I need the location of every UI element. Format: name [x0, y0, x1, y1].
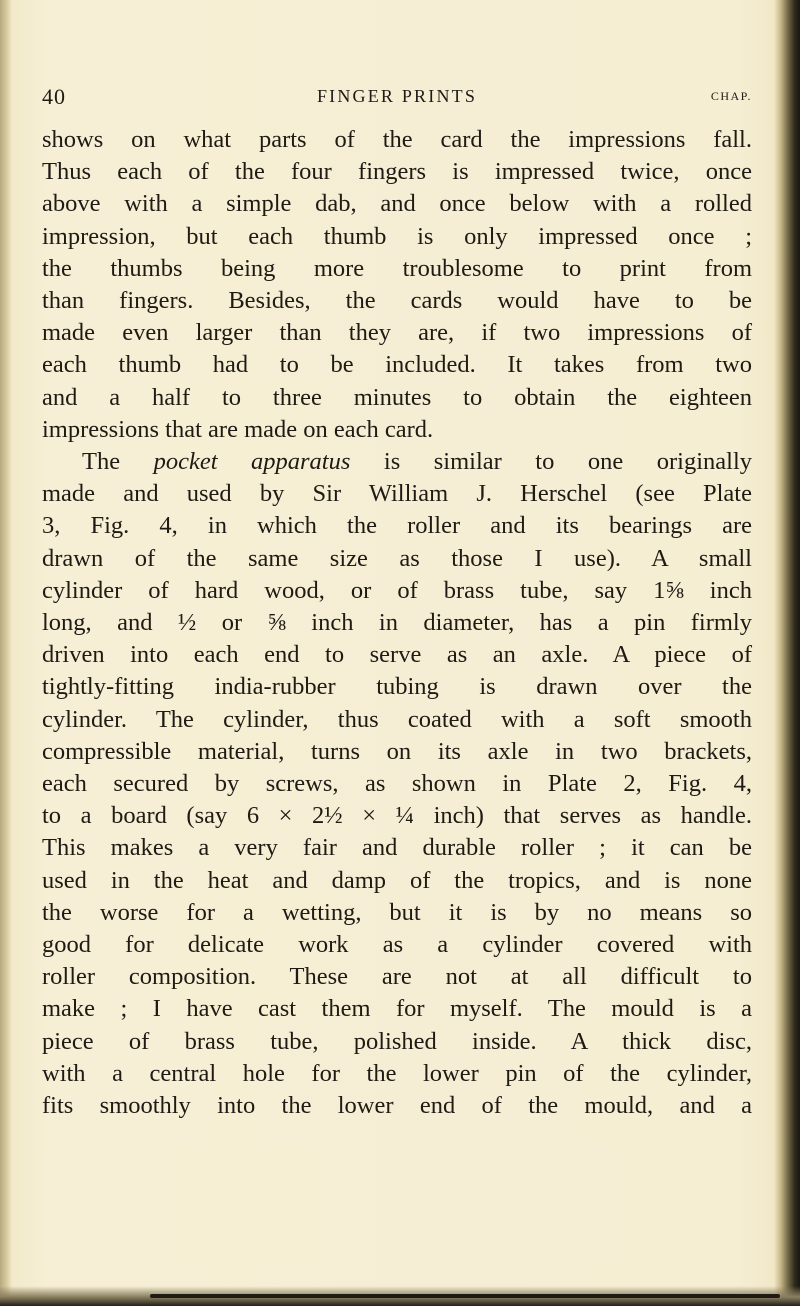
- text-line: with a central hole for the lower pin of the cylinder,: [42, 1059, 752, 1087]
- paragraph-first-line: [42, 446, 752, 478]
- text-line: the thumbs being more troublesome to print from: [42, 254, 752, 282]
- chapter-abbrev: CHAP.: [710, 89, 752, 103]
- text-line: to a board (say 6 × 2½ × ¼ inch) that serves as handle.: [42, 802, 752, 830]
- page-left-edge: [0, 0, 12, 1306]
- text-line: drawn of the same size as those I use). A small: [42, 544, 752, 572]
- text-line: cylinder. The cylinder, thus coated with a soft smooth: [42, 705, 752, 733]
- para-line-rest: is similar to one originally: [350, 448, 752, 476]
- running-header: [42, 84, 752, 114]
- text-line: tightly-fitting india-rubber tubing is drawn over the: [42, 673, 752, 701]
- text-line: made and used by Sir William J. Herschel (see Plate: [42, 480, 752, 508]
- text-line: and a half to three minutes to obtain the eighteen: [42, 383, 752, 411]
- text-line: impressions that are made on each card.: [42, 415, 434, 443]
- text-line: good for delicate work as a cylinder covered with: [42, 931, 752, 959]
- para-lead: The: [82, 448, 154, 476]
- text-line: roller composition. These are not at all difficult to: [42, 963, 752, 991]
- text-line: above with a simple dab, and once below with a rolled: [42, 190, 752, 218]
- text-line: driven into each end to serve as an axle. A piece of: [42, 641, 752, 669]
- italic-term: pocket apparatus: [153, 448, 351, 476]
- text-line: used in the heat and damp of the tropics, and is none: [42, 866, 752, 894]
- text-line: 3, Fig. 4, in which the roller and its bearings are: [42, 512, 752, 540]
- text-line: This makes a very fair and durable roller ; it can be: [42, 834, 752, 862]
- text-line: each thumb had to be included. It takes from two: [42, 351, 752, 379]
- text-line: long, and ½ or ⅝ inch in diameter, has a pin firmly: [42, 609, 752, 637]
- text-line: compressible material, turns on its axle in two brackets,: [42, 737, 752, 765]
- text-line: made even larger than they are, if two impressions of: [42, 319, 752, 347]
- running-title: FINGER PRINTS: [316, 86, 478, 106]
- text-line: fits smoothly into the lower end of the mould, and a: [42, 1092, 752, 1120]
- text-line: impression, but each thumb is only impressed once ;: [42, 222, 752, 250]
- text-line: than fingers. Besides, the cards would have to be: [42, 287, 752, 315]
- text-line: each secured by screws, as shown in Plate 2, Fig. 4,: [42, 770, 752, 798]
- text-line: make ; I have cast them for myself. The mould is a: [42, 995, 752, 1023]
- text-line: shows on what parts of the card the impressions fall.: [42, 126, 752, 153]
- text-line: Thus each of the four fingers is impressed twice, once: [42, 158, 752, 186]
- text-line: the worse for a wetting, but it is by no means so: [42, 898, 752, 926]
- page-right-edge: [774, 0, 800, 1306]
- binding-shadow-rule: [150, 1294, 780, 1298]
- text-line: piece of brass tube, polished inside. A thick disc,: [42, 1027, 752, 1055]
- page-number: 40: [42, 84, 66, 109]
- body-text: [42, 124, 752, 1122]
- text-line: cylinder of hard wood, or of brass tube, say 1⅝ inch: [42, 576, 752, 604]
